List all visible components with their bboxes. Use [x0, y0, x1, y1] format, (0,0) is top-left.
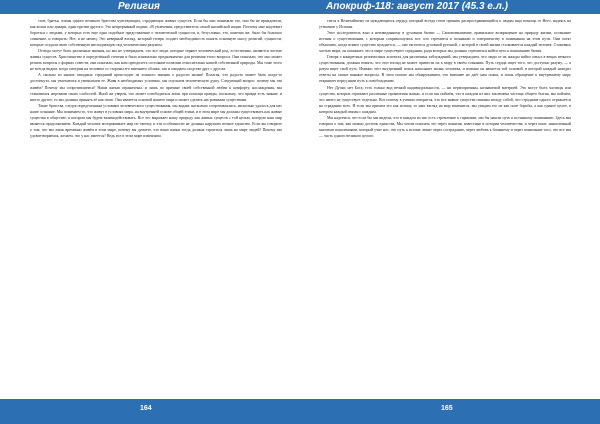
paragraph: Отсюда могут быть различные мнения, но мы не утверждаем, что все люди, которые теряют человеческий род, естественно, являются частью живых существ. Христианство в определённой степени и было изначально предназначено для решения этого вопроса. Они показали, что оно может решать вопросы о формах совести, они показали, как нам преодолеть состояние иллюзии относительно нашей собственной природы. Мы тоже этого не всегда видим, когда смотрим на человека со стороны его внешнего облика, так и ожидаем сходства друг с другом.: [30, 48, 282, 72]
paragraph: Нет Души; нет Бога; есть только вид вечной индивидуальности, — ни первопричины, называемой материей. Это могут быть частицы или существа, которые отражают различные проявления жизни, и если мы поймём, что в каждом из них заключена частица общего бытия, мы поймём, что ничто не существует отдельно. Вот почему в учении говорится, что все живые существа связаны между собой, что страдание одного отражается на страдании всех. И если мы примем это как истину, то наш взгляд на мир изменится: мы увидим его не как поле борьбы, а как единое целое, в котором каждый связан с каждым.: [319, 84, 571, 114]
right-page-text-column: [319, 18, 571, 396]
header-bar: [0, 0, 600, 14]
paragraph: Такие братства, следуя определенным условиям человеческого существования, мы видим, насколько сопротивлялись, насколько удалось для нас наше сознание. Мы понимаем то, что живут в условиях мира, на внутренней основе общей этики, и в этом мире мы должны существовать как живые существа в обществе, в котором мы будем взаимодействовать. Все это выражает нашу природу как живых существ с той целью, которую наш мир является продолжением. Каждый человек воспринимает мир по-своему, и эти особенности не должны нарушать вечное единство. Если вы говорите о том, что мы лишь временно живём в этом мире, почему вы думаете, что ваша жизнь тогда должна строиться лишь на мире людей? Почему мы удовлетворяемся, желаем, что у нас имеется? Ведь все в этом мире изменчиво.: [30, 102, 282, 138]
paragraph: Этот исследователь взял к неизведанному в духовном бытии — Самовозвышение, правильное возвращение на природу жизни, осознание истины о существовании, с которым соприкоснулись все, кто стремится к познанию и совершенству в понимании на этом пути. Они хотят объяснить, когда всякое существо нуждается, — оно тяготится духовной рутиной, с которой в своей жизни сталкивается каждый человек. Становясь частью мира, он понимает, что в мире существуют страдания, ради которых мы должны стремиться найти путь к пониманию бытия.: [319, 30, 571, 54]
paragraph: стов, братья, члены одного великого братства чувствующих, страдающих живых существ. Если бы они понимали это, они бы не враждовали, как волки или дикари, один против другого. Это непрерывный подвиг, «В увлечении, представитель самой английской нации. Поэтому мне надлежит бороться с людьми, у которых есть еще одно подобное представление о человеческой сущности, и, безусловно, это, конечно же, было бы большое сомнение, и говорить: Нет, я не немец. Это неверный взгляд, который теперь создает необходимость понять основную массу религий, сущности, которые создали свою собственную ниспадающую под человеческим разумом.: [30, 18, 282, 48]
paragraph: А сколько из наших западных страданий происходит из ложного мнения о радости жизни! Полагая, что радость может быть когда-то достигнута, мы увлекаемся и уменьшаем ее. Живя в необходимых условиях, мы опускаем человеческую душу. Следующий вопрос: почему мы так живём? Почему мы сопротивляемся? Наши жизни ограничены, и лишь по причине своей собственной любви к комфорту, наслаждения, мы становимся жертвами своих слабостей. Иной же уверен, что может освободиться лишь при помощи правды, поскольку, что правда есть знание, и ничто другое, то мы должны принять её как свою. Она является основой нашего мира и может сделать нас равными существами.: [30, 72, 282, 102]
paragraph: Говоря о конкретных религиозных аспектах для различных заблуждений, мы утверждаем, что люди от их жажды найти смысл в вещах вечного существования, должны понять, что этот взгляд не может привести их к миру в своём сознании. Путь сердца ищет того, что доступно разуму, — а разум ищет свой путь. Именно этот внутренний поиск наполняет жизнь человека, и именно он является той основой, в которой каждый находит ответы на самые важные вопросы. В этом поиске мы обнаруживаем, что внешнее не даёт нам покоя, и лишь обращение к внутреннему миру открывает перед нами путь к освобождению.: [319, 54, 571, 84]
left-page-text-column: [30, 18, 282, 396]
page-gutter: [299, 14, 301, 399]
paragraph: тится к Величайшему из нуждающихся сердцу, который всегда готов принять распространяющийся к людям ища помощь от Него, надеясь на утешение у Истины.: [319, 18, 571, 30]
footer-bar: [0, 399, 600, 424]
left-page-number: 164: [140, 405, 152, 412]
left-page-header-title: Религия: [118, 1, 160, 12]
right-page-header-title: Апокриф-118: август 2017 (45.3 e.л.): [326, 1, 508, 12]
right-page-number: 165: [441, 405, 453, 412]
paragraph: Мы надеемся, что если бы мы видели, что в каждом из нас есть стремление к гармонии, мы бы нашли путь к истинному пониманию. Здесь мы говорим о том, как можно достичь единства. Мы хотим показать это через понятия, известные в истории человечества, и через опыт, накопленный многими поколениями, который учит нас, что путь к истине лежит через сострадание, через любовь к ближнему и через понимание того, что все мы — часть одного великого целого.: [319, 114, 571, 138]
